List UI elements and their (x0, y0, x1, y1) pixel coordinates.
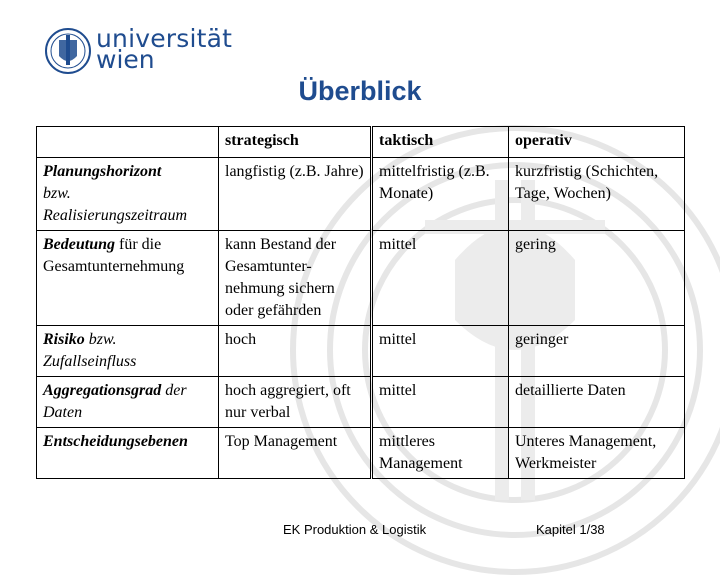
table-cell: mittel (372, 377, 509, 428)
row-key-rest: bzw. Realisierungszeitraum (43, 185, 187, 224)
table-cell: kurzfristig (Schichten, Tage, Wochen) (509, 158, 685, 231)
page-title: Überblick (298, 76, 422, 106)
table-cell: Top Management (219, 428, 372, 479)
row-key-rest: für die Gesamtunternehmung (43, 236, 185, 275)
table-cell: mittel (372, 231, 509, 326)
footer-course: EK Produktion & Logistik (283, 522, 427, 537)
row-label (37, 231, 219, 326)
table-cell: gering (509, 231, 685, 326)
table-cell: mittelfristig (z.B. Monate) (372, 158, 509, 231)
table-cell: mittleres Management (372, 428, 509, 479)
table-row (37, 377, 685, 428)
footer-page: Kapitel 1/38 (536, 522, 605, 537)
table-row (37, 428, 685, 479)
logo-line1: universität (96, 24, 233, 53)
table-cell: geringer (509, 326, 685, 377)
table-row (37, 326, 685, 377)
table-cell: langfistig (z.B. Jahre) (219, 158, 372, 231)
table-cell: detaillierte Daten (509, 377, 685, 428)
table-cell: Unteres Management, Werkmeister (509, 428, 685, 479)
table-header-row (37, 127, 685, 158)
overview-table (36, 126, 685, 479)
table-cell: hoch aggregiert, oft nur verbal (219, 377, 372, 428)
row-key: Risiko (43, 331, 85, 348)
table-cell: hoch (219, 326, 372, 377)
table-header-tactical: taktisch (372, 127, 509, 158)
table-cell: mittel (372, 326, 509, 377)
table-header-empty (37, 127, 219, 158)
row-label (37, 428, 219, 479)
table-header-strategic: strategisch (219, 127, 372, 158)
table-cell: kann Bestand der Gesamtunter-nehmung sichern oder gefährden (219, 231, 372, 326)
table-header-operative: operativ (509, 127, 685, 158)
row-key: Planungshorizont (43, 163, 162, 180)
university-logo-text (96, 24, 233, 74)
row-key: Bedeutung (43, 236, 116, 253)
row-label (37, 326, 219, 377)
row-label (37, 158, 219, 231)
table-row (37, 158, 685, 231)
table-row (37, 231, 685, 326)
logo-line2: wien (96, 45, 155, 74)
row-key-rest: der Daten (43, 382, 187, 421)
row-key-rest: bzw. Zufallseinfluss (43, 331, 137, 370)
row-key: Aggregationsgrad (43, 382, 162, 399)
row-label (37, 377, 219, 428)
row-key: Entscheidungsebenen (43, 433, 188, 450)
